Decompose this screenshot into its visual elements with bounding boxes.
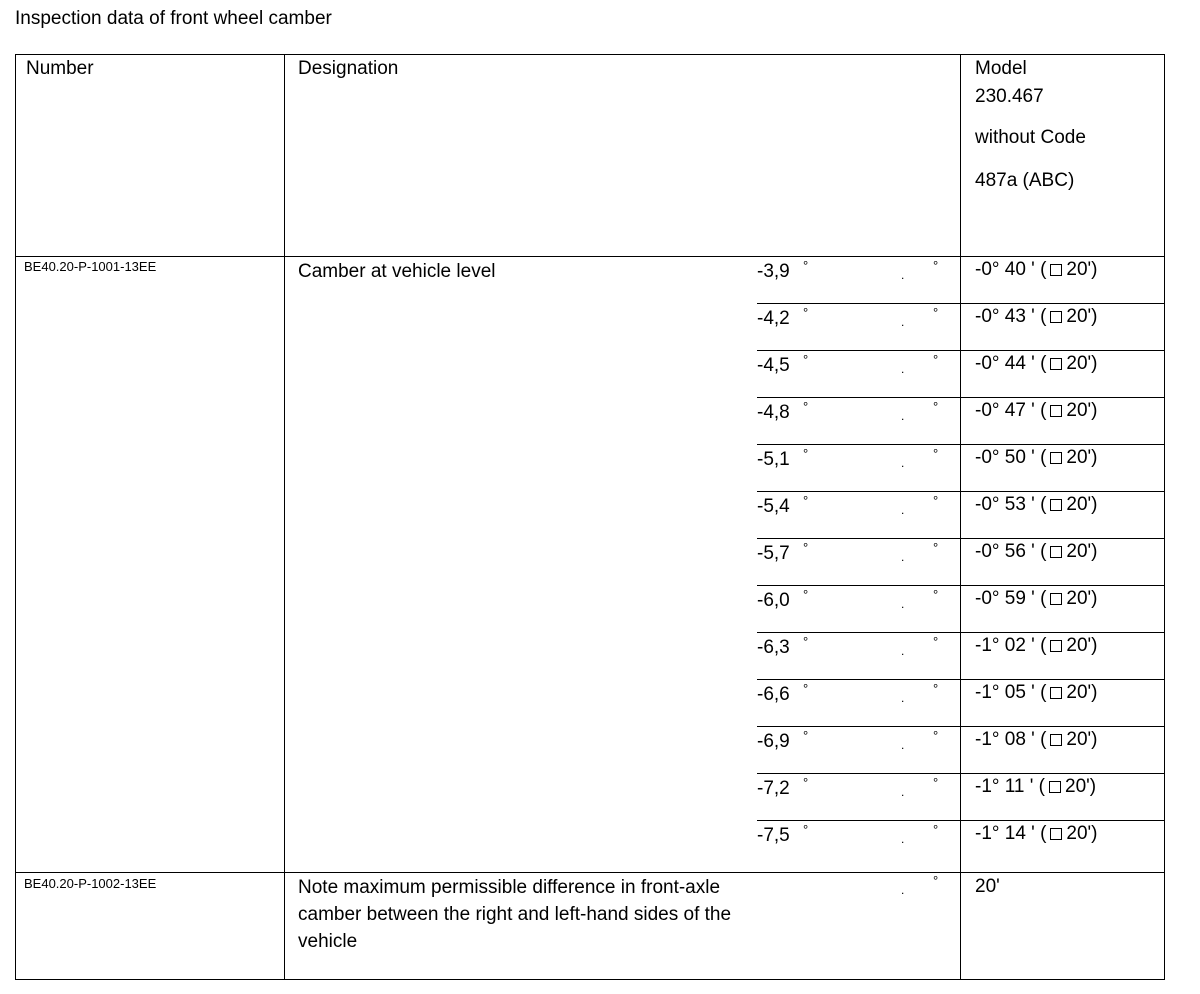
camber-level: -6,6	[757, 684, 790, 705]
degree-mark: °	[933, 540, 939, 555]
model-value	[975, 823, 1098, 845]
camber-level: -5,7	[757, 543, 790, 564]
level-unit-degree: °	[803, 634, 809, 649]
degree-mark: °	[933, 775, 939, 790]
level-unit-degree: °	[803, 728, 809, 743]
model-value: 20'	[975, 876, 1000, 897]
camber-level: -6,3	[757, 637, 790, 658]
level-unit-degree: °	[803, 587, 809, 602]
camber-level: -6,0	[757, 590, 790, 611]
model-value-text: -1° 02 ' (	[975, 635, 1047, 656]
model-value-text: -0° 59 ' (	[975, 588, 1047, 609]
model-value	[975, 682, 1098, 704]
dot-mark: .	[901, 503, 905, 517]
row-designation: Note maximum permissible difference in front-axle camber between the right and left-hand sides of the vehicle	[298, 877, 732, 952]
dot-mark: .	[901, 550, 905, 564]
column-divider	[284, 54, 285, 980]
header-divider	[15, 256, 1165, 257]
degree-mark: °	[933, 587, 939, 602]
model-value-text: -1° 14 ' (	[975, 823, 1047, 844]
dot-mark: .	[901, 362, 905, 376]
plus-minus-box-icon	[1050, 546, 1062, 558]
camber-level: -4,2	[757, 308, 790, 329]
camber-level: -6,9	[757, 731, 790, 752]
level-unit-degree: °	[803, 775, 809, 790]
dot-mark: .	[901, 456, 905, 470]
camber-level: -4,8	[757, 402, 790, 423]
degree-mark: °	[933, 258, 939, 273]
dot-mark: .	[901, 409, 905, 423]
model-value-text: -1° 11 ' (	[975, 776, 1046, 797]
level-divider	[757, 303, 1165, 304]
header-model-line: 230.467	[975, 86, 1044, 107]
camber-level: -7,5	[757, 825, 790, 846]
camber-level: -5,4	[757, 496, 790, 517]
level-divider	[757, 397, 1165, 398]
plus-minus-box-icon	[1050, 499, 1062, 511]
model-value	[975, 353, 1098, 375]
tolerance-text: 20')	[1066, 682, 1098, 703]
degree-mark: °	[933, 634, 939, 649]
plus-minus-box-icon	[1050, 311, 1062, 323]
header-number: Number	[26, 58, 94, 79]
plus-minus-box-icon	[1049, 781, 1061, 793]
level-unit-degree: °	[803, 399, 809, 414]
tolerance-text: 20')	[1065, 776, 1097, 797]
model-value-text: -1° 08 ' (	[975, 729, 1047, 750]
plus-minus-box-icon	[1050, 734, 1062, 746]
camber-level: -4,5	[757, 355, 790, 376]
tolerance-text: 20')	[1066, 306, 1098, 327]
level-unit-degree: °	[803, 305, 809, 320]
model-value-text: -1° 05 ' (	[975, 682, 1047, 703]
degree-mark: °	[933, 493, 939, 508]
dot-mark: .	[901, 785, 905, 799]
model-value	[975, 494, 1098, 516]
camber-level: -5,1	[757, 449, 790, 470]
level-unit-degree: °	[803, 681, 809, 696]
model-value-text: -0° 50 ' (	[975, 447, 1047, 468]
degree-mark: °	[933, 305, 939, 320]
model-value	[975, 729, 1098, 751]
level-divider	[757, 491, 1165, 492]
page-title: Inspection data of front wheel camber	[15, 8, 332, 29]
row-number: BE40.20-P-1002-13EE	[24, 876, 157, 891]
tolerance-text: 20')	[1066, 729, 1098, 750]
level-unit-degree: °	[803, 493, 809, 508]
plus-minus-box-icon	[1050, 452, 1062, 464]
header-model-line: without Code	[975, 127, 1086, 148]
level-unit-degree: °	[803, 822, 809, 837]
plus-minus-box-icon	[1050, 593, 1062, 605]
level-unit-degree: °	[803, 352, 809, 367]
dot-mark: .	[901, 883, 905, 897]
tolerance-text: 20')	[1066, 400, 1098, 421]
tolerance-text: 20')	[1066, 494, 1098, 515]
level-divider	[757, 726, 1165, 727]
tolerance-text: 20')	[1066, 353, 1098, 374]
level-divider	[757, 444, 1165, 445]
dot-mark: .	[901, 738, 905, 752]
plus-minus-box-icon	[1050, 687, 1062, 699]
plus-minus-box-icon	[1050, 405, 1062, 417]
model-value	[975, 259, 1098, 281]
model-value-text: -0° 53 ' (	[975, 494, 1047, 515]
degree-mark: °	[933, 873, 939, 888]
tolerance-text: 20')	[1066, 259, 1098, 280]
model-value-text: -0° 43 ' (	[975, 306, 1047, 327]
dot-mark: .	[901, 644, 905, 658]
level-unit-degree: °	[803, 258, 809, 273]
tolerance-text: 20')	[1066, 447, 1098, 468]
plus-minus-box-icon	[1050, 640, 1062, 652]
dot-mark: .	[901, 691, 905, 705]
model-value	[975, 588, 1098, 610]
row-designation: Camber at vehicle level	[298, 261, 496, 282]
degree-mark: °	[933, 399, 939, 414]
level-divider	[757, 350, 1165, 351]
degree-mark: °	[933, 728, 939, 743]
tolerance-text: 20')	[1066, 541, 1098, 562]
model-value	[975, 776, 1096, 798]
plus-minus-box-icon	[1050, 358, 1062, 370]
level-divider	[757, 679, 1165, 680]
plus-minus-box-icon	[1050, 828, 1062, 840]
column-divider	[960, 54, 961, 980]
model-value	[975, 306, 1098, 328]
level-divider	[757, 632, 1165, 633]
degree-mark: °	[933, 681, 939, 696]
model-value-text: -0° 47 ' (	[975, 400, 1047, 421]
level-divider	[757, 538, 1165, 539]
dot-mark: .	[901, 315, 905, 329]
tolerance-text: 20')	[1066, 588, 1098, 609]
camber-level: -7,2	[757, 778, 790, 799]
model-value-text: -0° 40 ' (	[975, 259, 1047, 280]
degree-mark: °	[933, 446, 939, 461]
tolerance-text: 20')	[1066, 823, 1098, 844]
model-value-text: -0° 56 ' (	[975, 541, 1047, 562]
model-value	[975, 541, 1098, 563]
row-divider	[15, 872, 1165, 873]
level-divider	[757, 773, 1165, 774]
header-model-line: Model	[975, 58, 1027, 79]
degree-mark: °	[933, 352, 939, 367]
model-value	[975, 447, 1098, 469]
dot-mark: .	[901, 268, 905, 282]
camber-level: -3,9	[757, 261, 790, 282]
header-designation: Designation	[298, 58, 399, 79]
level-unit-degree: °	[803, 540, 809, 555]
dot-mark: .	[901, 832, 905, 846]
degree-mark: °	[933, 822, 939, 837]
model-value	[975, 400, 1098, 422]
dot-mark: .	[901, 597, 905, 611]
model-value	[975, 635, 1098, 657]
header-model-line: 487a (ABC)	[975, 170, 1075, 191]
level-divider	[757, 820, 1165, 821]
tolerance-text: 20')	[1066, 635, 1098, 656]
plus-minus-box-icon	[1050, 264, 1062, 276]
level-divider	[757, 585, 1165, 586]
level-unit-degree: °	[803, 446, 809, 461]
row-number: BE40.20-P-1001-13EE	[24, 259, 157, 274]
model-value-text: -0° 44 ' (	[975, 353, 1047, 374]
